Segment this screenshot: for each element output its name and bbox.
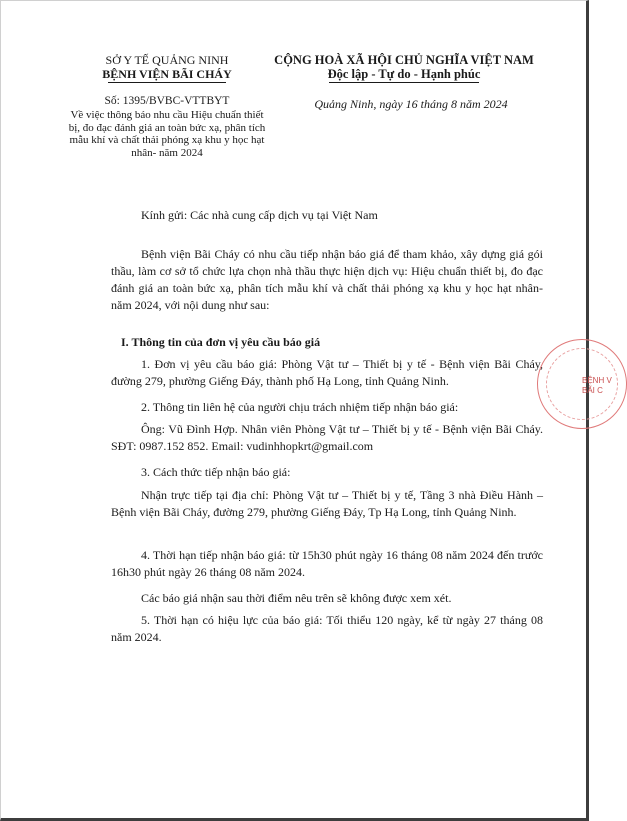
stamp-line-2: BÃI C — [582, 386, 603, 395]
motto-underline — [329, 82, 479, 83]
header-right — [269, 53, 539, 83]
header-left — [67, 53, 267, 83]
date-line: Quảng Ninh, ngày 16 tháng 8 năm 2024 — [314, 97, 508, 111]
intro-paragraph: Bệnh viện Bãi Cháy có nhu cầu tiếp nhận báo giá để tham khảo, xây dựng giá gói thầu, làm cơ sở tổ chức lựa chọn nhà thầu thực hiện dịch vụ: Hiệu chuẩn thiết bị, đo đạc đánh giá an toàn bức xạ, phân tích mẫu khí và chất thải phóng xạ khu y học hạt nhân- năm 2024, với nội dung như sau: — [111, 247, 543, 312]
item-4: 4. Thời hạn tiếp nhận báo giá: từ 15h30 phút ngày 16 tháng 08 năm 2024 đến trước 16h30 phút ngày 26 tháng 08 năm 2024. — [111, 548, 543, 579]
stamp-text — [582, 376, 612, 396]
item-4-note: Các báo giá nhận sau thời điểm nêu trên sẽ không được xem xét. — [141, 591, 452, 605]
item-2: 2. Thông tin liên hệ của người chịu trách nhiệm tiếp nhận báo giá: — [141, 400, 459, 414]
section-1-title: I. Thông tin của đơn vị yêu cầu báo giá — [121, 335, 321, 349]
org-name: BỆNH VIỆN BÃI CHÁY — [102, 67, 232, 81]
motto: Độc lập - Tự do - Hạnh phúc — [327, 67, 481, 81]
item-3-detail: Nhận trực tiếp tại địa chỉ: Phòng Vật tư – Thiết bị y tế, Tầng 3 nhà Điều Hành – Bệnh viện Bãi Cháy, đường 279, phường Giếng Đáy, Tp Hạ Long, tỉnh Quảng Ninh. — [111, 488, 543, 519]
stamp-line-1: BỆNH V — [582, 376, 612, 385]
item-5: 5. Thời hạn có hiệu lực của báo giá: Tối thiểu 120 ngày, kể từ ngày 27 tháng 08 năm 2024. — [111, 613, 543, 644]
org-underline — [108, 82, 226, 83]
doc-number: Số: 1395/BVBC-VTTBYT — [104, 95, 230, 107]
item-1: 1. Đơn vị yêu cầu báo giá: Phòng Vật tư – Thiết bị y tế - Bệnh viện Bãi Cháy, đường 279, phường Giếng Đáy, thành phố Hạ Long, tỉnh Quảng Ninh. — [111, 357, 543, 388]
recipient-line: Kính gửi: Các nhà cung cấp dịch vụ tại Việt Nam — [141, 208, 378, 222]
doc-subject: Về việc thông báo nhu cầu Hiệu chuẩn thiết bị, đo đạc đánh giá an toàn bức xạ, phân tích mẫu khí và chất thải phóng xạ khu y học hạt nhân- năm 2024 — [68, 109, 266, 159]
official-stamp — [537, 339, 627, 429]
item-3: 3. Cách thức tiếp nhận báo giá: — [141, 465, 291, 479]
org-parent: SỞ Y TẾ QUẢNG NINH — [105, 53, 229, 67]
item-2-detail: Ông: Vũ Đình Hợp. Nhân viên Phòng Vật tư – Thiết bị y tế - Bệnh viện Bãi Cháy. SĐT: 0987.152 852. Email: vudinhhopkrt@gmail.com — [111, 422, 543, 453]
nation-title: CỘNG HOÀ XÃ HỘI CHỦ NGHĨA VIỆT NAM — [274, 53, 534, 67]
